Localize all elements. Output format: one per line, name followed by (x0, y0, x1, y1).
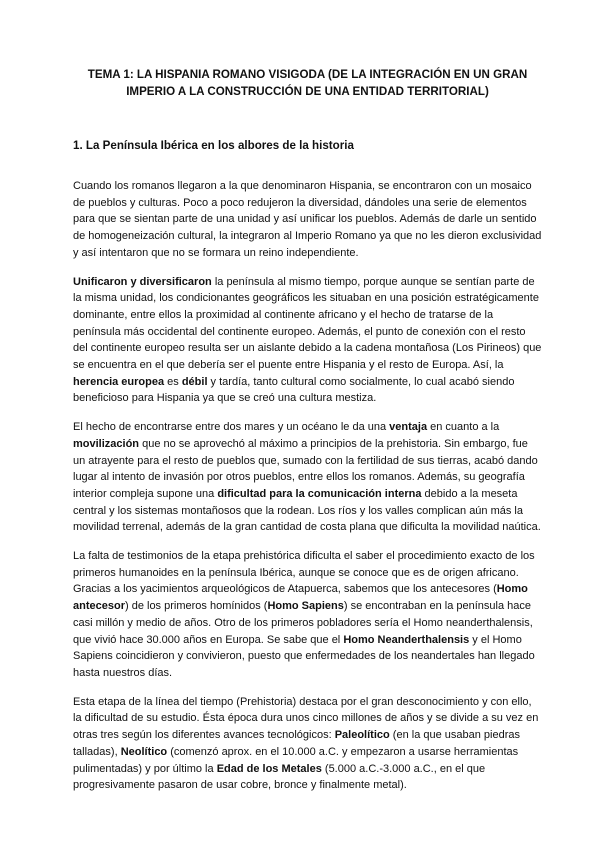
bold-term-debil: débil (181, 375, 208, 388)
paragraph-3-text: debido a la meseta central y los sistemas montañosos que la rodean. Los ríos y los valles complican aún más la movilidad terrenal, además de la gran cantidad de costa plana que dificulta la movilidad naútica. (73, 487, 541, 534)
paragraph-1-text: Cuando los romanos llegaron a la que denominaron Hispania, se encontraron con un mosaico de pueblos y culturas. Poco a poco redujeron la diversidad, dándoles una serie de elementos para que se sientan parte de una unidad y así unificar los pueblos. Además de darle un sentido de homogeneización cultural, la integraron al Imperio Romano ya que no les dieron exclusividad y así intentaron que no se formara un reino independiente. (73, 180, 542, 259)
paragraph-3-text: en cuanto a la (427, 421, 500, 434)
bold-term-paleolitico: Paleolítico (334, 729, 390, 742)
paragraph-4-text: ) de los primeros homínidos ( (124, 600, 268, 613)
bold-term-movilizacion: movilización (73, 437, 140, 450)
paragraph-4-text: La falta de testimonios de la etapa prehistórica dificulta el saber el procedimiento exacto de los primeros humanoides en la península Ibérica, aunque se conoce que es de origen africano. Gracias a los yacimientos arqueológicos de Atapuerca, sabemos que los antecesores ( (73, 550, 535, 596)
paragraph-4-text: ) se encontraban en la península hace casi millón y medio de años. Otro de los primeros pobladores sería el Homo neanderthalensis, que vivió hace 30.000 años en Europa. Se sabe que el (73, 600, 533, 646)
paragraph-5-text: Esta etapa de la línea del tiempo (Prehistoria) destaca por el gran desconocimiento y con ello, la dificultad de su estudio. Ésta época dura unos cinco millones de años y se divide a su vez en otras tres según los diferentes avances tecnológicos: (73, 695, 539, 742)
bold-term-neolitico: Neolítico (120, 745, 168, 758)
paragraph-5 (73, 694, 542, 794)
paragraph-5-text: (comenzó aprox. en el 10.000 a.C. y empezaron a usarse herramientas pulimentadas) y por último la (73, 745, 519, 775)
paragraph-2-text: la península al mismo tiempo, porque aunque se sentían parte de la misma unidad, los condicionantes geográficos les situaban en una posición estratégicamente dominante, entre ellos la proximidad al continente africano y el hecho de tratarse de la península más occidental del continente europeo. Además, el punto de conexión con el resto del continente europeo resulta ser un aislante debido a la cadena montañosa (Los Pirineos) que se encuentra en el que debería ser el puente entre Hispania y el resto de Europa. Así, la (73, 275, 542, 372)
bold-term-homo-neanderthalensis: Homo Neanderthalensis (343, 633, 470, 646)
paragraph-3-text: que no se aprovechó al máximo a principios de la prehistoria. Sin embargo, fue un atrayente para el resto de pueblos que, sumado con la fertilidad de sus tierras, acabó dando lugar al intento de invasión por otros pueblos, entre ellos los romanos. Además, su geografía interior compleja supone una (73, 437, 538, 500)
bold-term-unificaron: Unificaron y diversificaron (73, 275, 212, 288)
paragraph-4-text: y el Homo Sapiens coincidieron y convivieron, puesto que enfermedades de los neandertales han llegado hasta nuestros días. (73, 633, 535, 679)
bold-term-herencia-europea: herencia europea (73, 375, 165, 388)
section-heading: 1. La Península Ibérica en los albores de la historia (73, 139, 354, 152)
paragraph-5-text: (5.000 a.C.-3.000 a.C., en el que progresivamente pasaron de usar cobre, bronce y finalmente metal). (73, 762, 486, 792)
paragraph-2-text: es (164, 375, 182, 388)
paragraph-2-text: y tardía, tanto cultural como socialmente, lo cual acabó siendo beneficioso para Hispania ya que se creó una cultura mestiza. (73, 375, 515, 405)
paragraph-2 (73, 274, 542, 408)
paragraph-5-text: (en la que usaban piedras talladas), (73, 729, 520, 758)
bold-term-edad-metales: Edad de los Metales (216, 762, 322, 775)
paragraph-4 (73, 548, 542, 682)
bold-term-homo-antecesor: Homo antecesor (73, 583, 528, 613)
bold-term-ventaja: ventaja (389, 421, 428, 434)
bold-term-homo-sapiens: Homo Sapiens (267, 600, 344, 613)
paragraph-1 (73, 178, 542, 262)
document-title: TEMA 1: LA HISPANIA ROMANO VISIGODA (DE LA INTEGRACIÓN EN UN GRAN IMPERIO A LA CONSTRUCCIÓN DE UNA ENTIDAD TERRITORIAL) (87, 68, 528, 98)
paragraph-3 (73, 419, 542, 536)
bold-term-dificultad-comunicacion: dificultad para la comunicación interna (217, 487, 422, 500)
paragraph-3-text: El hecho de encontrarse entre dos mares y un océano le da una (73, 421, 390, 434)
